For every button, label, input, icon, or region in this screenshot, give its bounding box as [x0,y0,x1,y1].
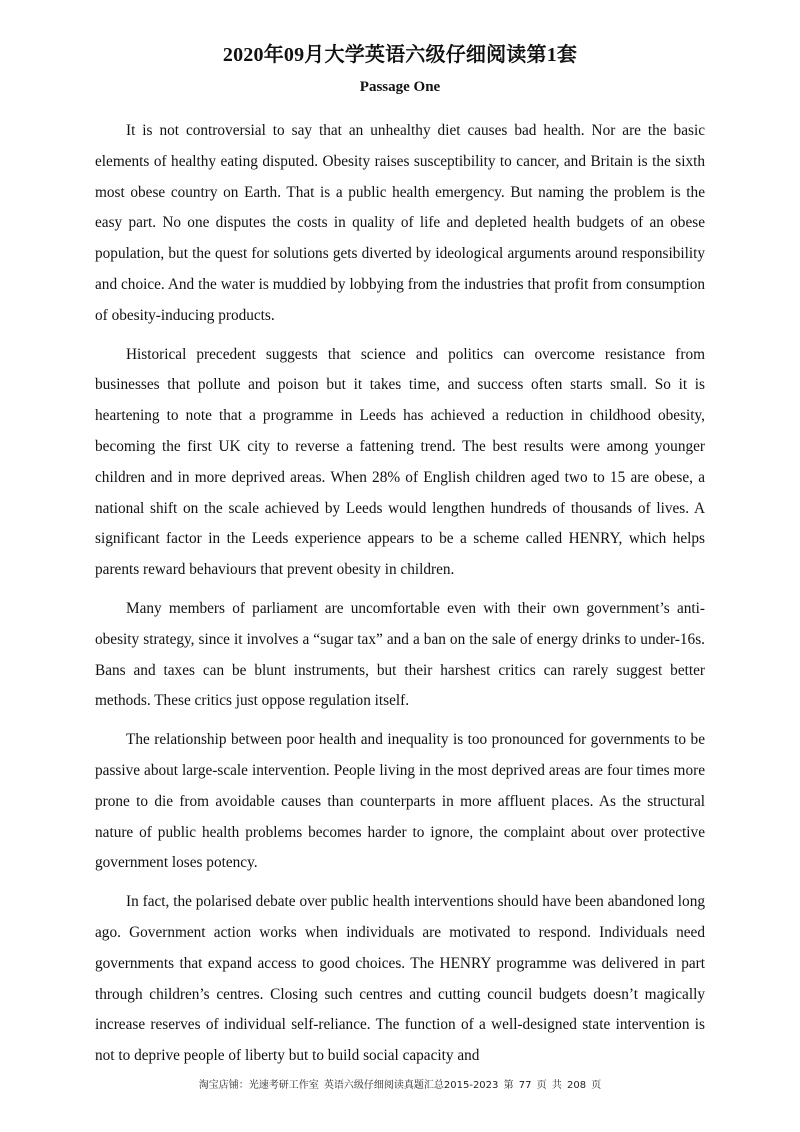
paragraph-4: The relationship between poor health and inequality is too pronounced for governments to be passive about large-scale intervention. People living in the most deprived areas are four times more prone to die from avoidable causes than counterparts in more affluent places. As the structural nature of public health problems becomes harder to ignore, the complaint about over protective government loses potency. [95,731,705,872]
passage-heading: Passage One [359,79,441,95]
paragraph-2: Historical precedent suggests that science and politics can overcome resistance from businesses that pollute and poison but it takes time, and success often starts small. So it is heartening to note that a programme in Leeds has achieved a reduction in childhood obesity, becoming the first UK city to reverse a fattening trend. The best results were among younger children and in more deprived areas. When 28% of English children aged two to 15 are obese, a national shift on the scale achieved by Leeds would lengthen hundreds of thousands of lives. A significant factor in the Leeds experience appears to be a scheme called HENRY, which helps parents reward behaviours that prevent obesity in children. [95,345,705,579]
paragraph-1: It is not controversial to say that an unhealthy diet causes bad health. Nor are the basic elements of healthy eating disputed. Obesity raises susceptibility to cancer, and Britain is the sixth most obese country on Earth. That is a public health emergency. But naming the problem is the easy part. No one disputes the costs in quality of life and depleted health budgets of an obese population, but the quest for solutions gets diverted by ideological arguments around responsibility and choice. And the water is muddied by lobbying from the industries that profit from consumption of obesity-inducing products. [95,122,705,324]
document-title: 2020年09月大学英语六级仔细阅读第1套 [222,44,578,66]
page-footer: 淘宝店铺：光速考研工作室 英语六级仔细阅读真题汇总2015-2023 第 77 页 共 208 页 [198,1080,602,1091]
paragraph-5: In fact, the polarised debate over public health interventions should have been abandoned long ago. Government action works when individuals are motivated to respond. Individuals need governments that expand access to good choices. The HENRY programme was delivered in part through children’s centres. Closing such centres and cutting council budgets doesn’t magically increase reserves of individual self-reliance. The function of a well-designed state intervention is not to deprive people of liberty but to build social capacity and [95,893,705,1065]
passage-body [95,116,705,1080]
paragraph-3: Many members of parliament are uncomfortable even with their own government’s anti-obesity strategy, since it involves a “sugar tax” and a ban on the sale of energy drinks to under-16s. Bans and taxes can be blunt instruments, but their harshest critics can rarely suggest better methods. These critics just oppose regulation itself. [95,599,705,710]
